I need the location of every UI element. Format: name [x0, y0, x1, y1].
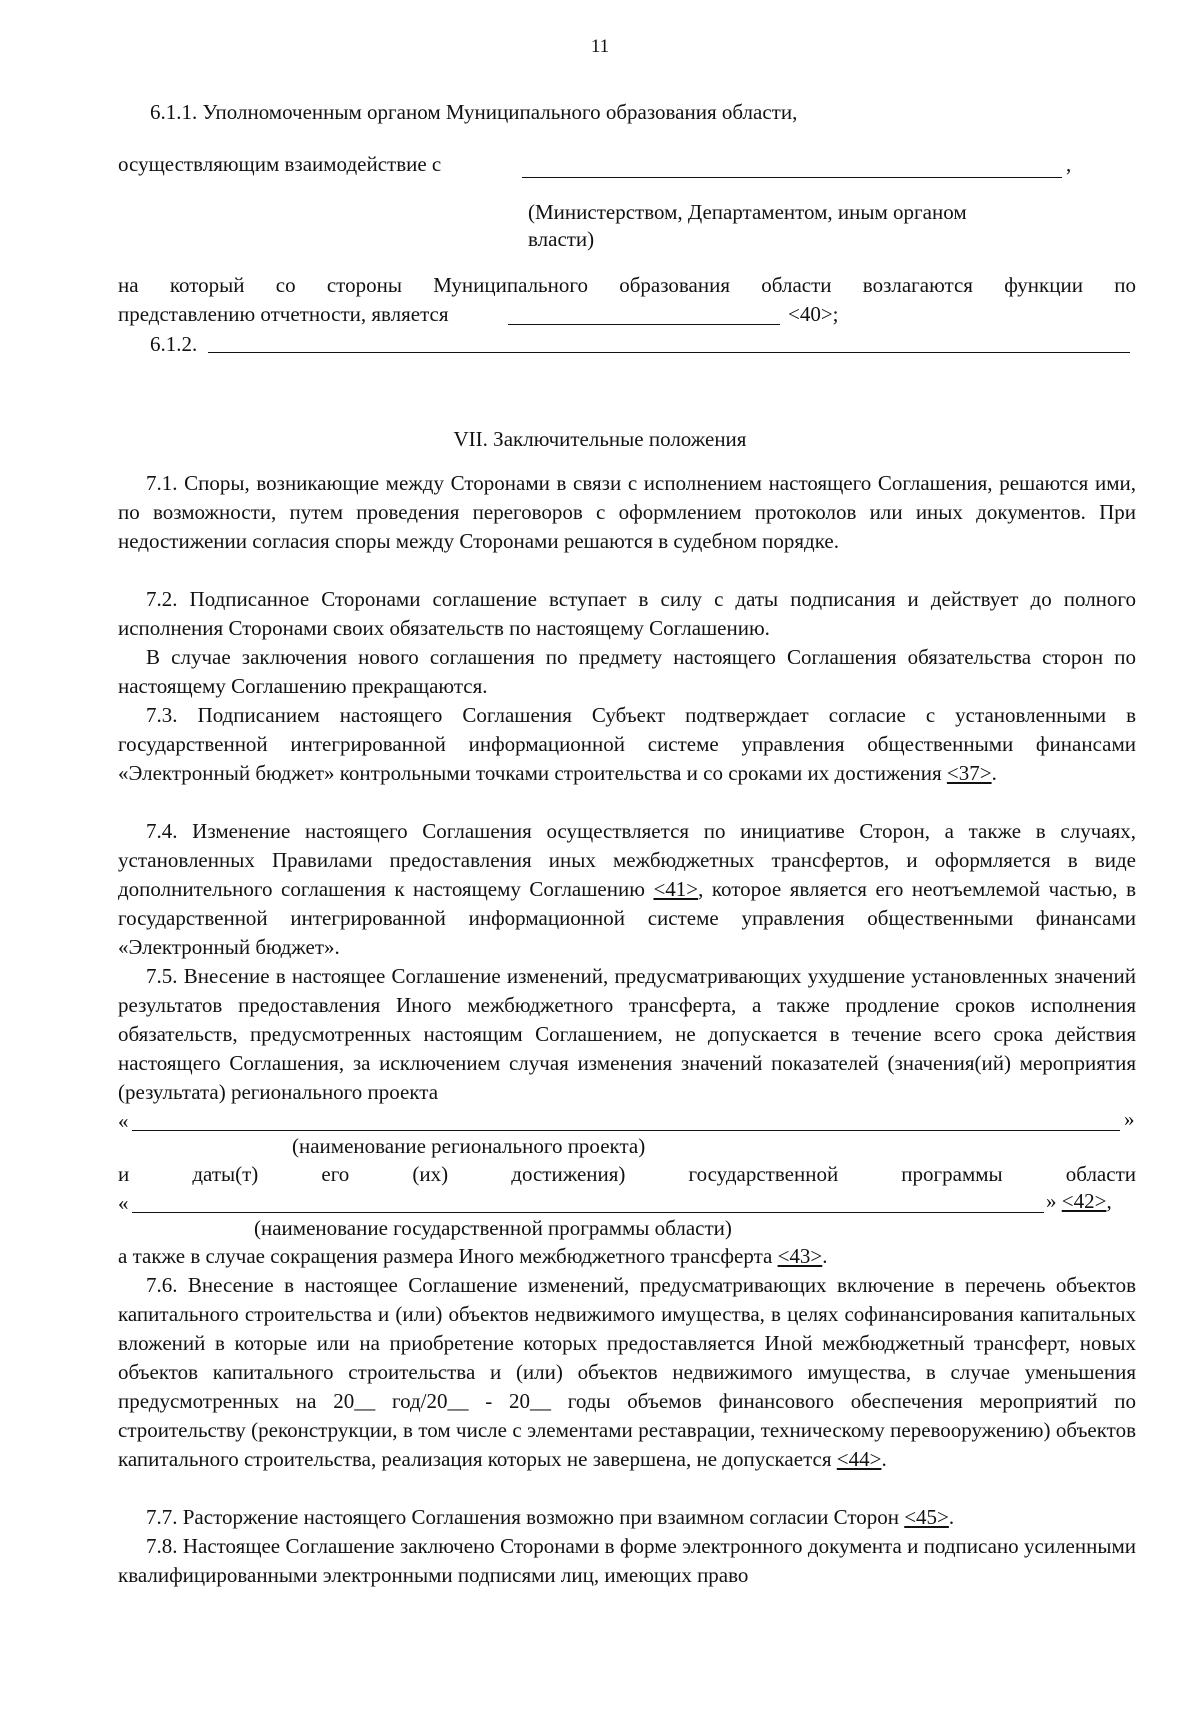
clause-7-2b-text: В случае заключения нового соглашения по предмету настоящего Соглашения обязательства сторон по настоящему Соглашению прекращаются.	[118, 645, 1136, 698]
clause-6-1-2: 6.1.2.	[150, 332, 198, 356]
fn42-end: ,	[1106, 1189, 1112, 1213]
fn43-end: .	[822, 1244, 828, 1268]
clause-6-1-1-line3: на который со стороны Муниципального образования области возлагаются функции по	[118, 273, 1136, 297]
clause-7-2b	[118, 643, 1136, 701]
comma: ,	[1066, 152, 1072, 176]
footnote-40: <40>;	[788, 302, 839, 326]
clause-7-3-text: 7.3. Подписанием настоящего Соглашения Субъект подтверждает согласие с установленными в государственной интегрированной информационной системе управления общественными финансами «Электронный бюджет» контрольными точками строительства и со сроками их достижения	[118, 703, 1136, 785]
footnote-45[interactable]: <45>	[904, 1505, 949, 1529]
word-4: (их)	[412, 1162, 449, 1186]
blank-authority-line	[522, 177, 1062, 178]
footnote-43[interactable]: <43>	[777, 1244, 823, 1268]
quote-open-2: «	[118, 1191, 129, 1215]
footnote-42[interactable]: <42>	[1061, 1189, 1107, 1213]
caption-state-program: (наименование государственной программы области)	[254, 1216, 732, 1240]
blank-regional-project	[132, 1130, 1120, 1131]
clause-7-4	[118, 817, 1136, 962]
clause-7-3-end: .	[991, 761, 997, 785]
word-6: государственной	[688, 1162, 839, 1186]
clause-6-1-1-line2: осуществляющим взаимодействие с	[118, 152, 442, 176]
word-1: и	[118, 1162, 130, 1186]
page-number: 11	[590, 36, 610, 57]
clause-7-2	[118, 585, 1136, 643]
clause-7-1-text: 7.1. Споры, возникающие между Сторонами в связи с исполнением настоящего Соглашения, решаются ими, по возможности, путем проведения переговоров с оформлением протоколов или иных документов. При недостижении согласия споры между Сторонами решаются в судебном порядке.	[118, 471, 1136, 553]
word-7: программы	[901, 1162, 1003, 1186]
clause-7-3	[118, 701, 1136, 788]
word-3: его	[321, 1162, 350, 1186]
program-words-row	[118, 1160, 1136, 1189]
clause-7-8	[118, 1532, 1136, 1590]
clause-7-6-text: 7.6. Внесение в настоящее Соглашение изменений, предусматривающих включение в перечень объектов капитального строительства и (или) объектов недвижимого имущества, в целях софинансирования капитальных вложений в которые или на приобретение которых предоставляется Иной межбюджетный трансферт, новых объектов капитального строительства и (или) объектов недвижимого имущества, в случае уменьшения предусмотренных на 20__ год/20__ - 20__ годы объемов финансового обеспечения мероприятий по строительству (реконструкции, в том числе с элементами реставрации, техническому перевооружению) объектов капитального строительства, реализация которых не завершена, не допускается	[118, 1273, 1136, 1471]
caption-authority-2: власти)	[528, 227, 595, 251]
quote-close-fn42	[1046, 1187, 1112, 1216]
caption-regional-project: (наименование регионального проекта)	[292, 1134, 646, 1158]
clause-7-5	[118, 962, 1136, 1107]
clause-7-1	[118, 469, 1136, 556]
clause-7-4-text: 7.4. Изменение настоящего Соглашения осуществляется по инициативе Сторон, а также в случаях, установленных Правилами предоставления иных межбюджетных трансфертов, и оформляется в виде дополнительного соглашения к настоящему Соглашению	[118, 819, 1136, 901]
fn44-end: .	[881, 1447, 887, 1471]
clause-6-1-1-line1: 6.1.1. Уполномоченным органом Муниципального образования области,	[150, 100, 798, 124]
section-heading: VII. Заключительные положения	[453, 427, 747, 451]
clause-7-4-end: , которое является его неотъемлемой частью, в государственной интегрированной информационной системе управления общественными финансами «Электронный бюджет».	[118, 877, 1136, 959]
clause-7-2-text: 7.2. Подписанное Сторонами соглашение вступает в силу с даты подписания и действует до полного исполнения Сторонами своих обязательств по настоящему Соглашению.	[118, 587, 1136, 640]
clause-7-6	[118, 1271, 1136, 1474]
clause-7-8-text: 7.8. Настоящее Соглашение заключено Сторонами в форме электронного документа и подписано усиленными квалифицированными электронными подписями лиц, имеющих право	[118, 1534, 1136, 1587]
fn45-end: .	[948, 1505, 955, 1529]
word-5: достижения)	[511, 1162, 626, 1186]
clause-7-7	[146, 1503, 954, 1532]
footnote-37[interactable]: <37>	[946, 761, 992, 785]
footnote-41[interactable]: <41>	[653, 877, 699, 901]
clause-7-5-text: 7.5. Внесение в настоящее Соглашение изменений, предусматривающих ухудшение установленных значений результатов предоставления Иного межбюджетного трансферта, а также продление сроков исполнения обязательств, предусмотренных настоящим Соглашением, не допускается в течение всего срока действия настоящего Соглашения, за исключением случая изменения значений показателей (значения(ий) мероприятия (результата) регионального проекта	[118, 964, 1136, 1104]
clause-7-7-text: 7.7. Расторжение настоящего Соглашения возможно при взаимном согласии Сторон	[146, 1505, 899, 1529]
clause-7-5-end-text: а также в случае сокращения размера Иного межбюджетного трансферта	[118, 1244, 773, 1268]
clause-6-1-1-line4a: представлению отчетности, является	[118, 302, 449, 326]
blank-state-program	[132, 1212, 1044, 1213]
quote-close-2: »	[1046, 1189, 1057, 1213]
blank-6-1-2-line	[208, 352, 1130, 353]
quote-open-1: «	[118, 1109, 129, 1133]
word-8: области	[1065, 1162, 1136, 1186]
footnote-44[interactable]: <44>	[836, 1447, 882, 1471]
word-2: даты(т)	[192, 1162, 259, 1186]
blank-reporting-line	[508, 324, 780, 325]
quote-close-1: »	[1124, 1107, 1135, 1131]
caption-authority-1: (Министерством, Департаментом, иным органом	[528, 200, 967, 224]
clause-7-5-end	[118, 1242, 828, 1271]
